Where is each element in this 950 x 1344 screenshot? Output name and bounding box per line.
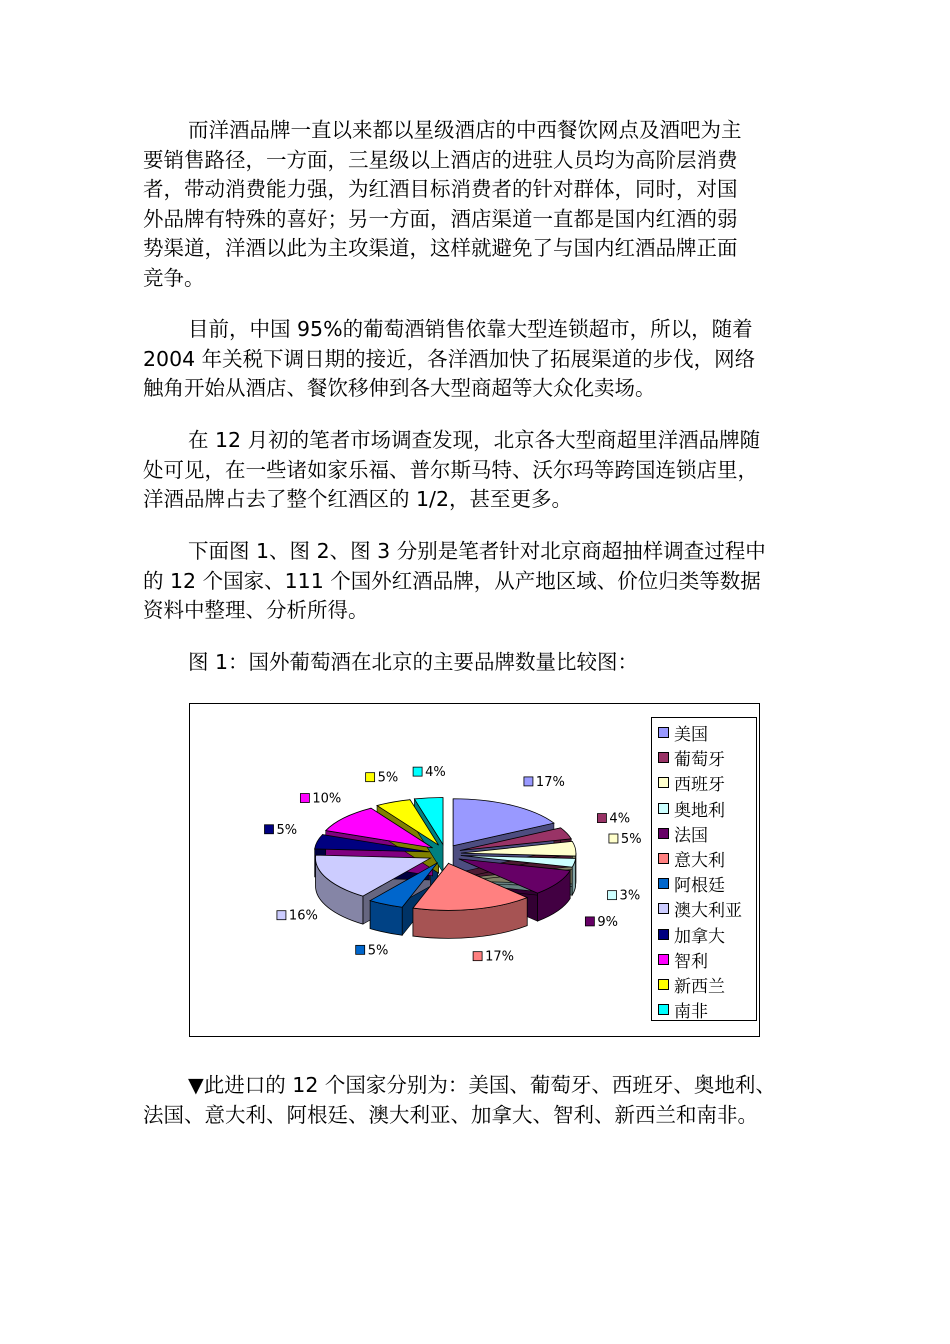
legend-item [652,796,756,821]
data-label [300,792,341,807]
data-label [277,909,318,924]
data-label-swatch [265,825,274,834]
legend-item [652,947,756,972]
data-label [473,950,514,965]
legend-label: 意大利 [674,851,725,872]
legend-item [652,846,756,871]
legend-label: 西班牙 [674,775,725,796]
legend-item [652,770,756,795]
text-line: 势渠道，洋酒以此为主攻渠道，这样就避免了与国内红酒品牌正面 [143,236,738,260]
data-label-swatch [300,794,309,803]
text-line: 洋酒品牌占去了整个红酒区的 1/2，甚至更多。 [143,487,573,511]
legend-label: 法国 [674,825,708,846]
figure-caption: 图 1：国外葡萄酒在北京的主要品牌数量比较图： [188,650,639,674]
text-line: 法国、意大利、阿根廷、澳大利亚、加拿大、智利、新西兰和南非。 [143,1102,758,1127]
text-line: 而洋酒品牌一直以来都以星级酒店的中西餐饮网点及酒吧为主 [188,118,742,142]
legend-swatch [658,878,669,889]
data-label [585,915,618,930]
data-label-text: 5% [620,831,642,847]
text-line: 下面图 1、图 2、图 3 分别是笔者针对北京商超抽样调查过程中 [188,539,766,563]
legend-swatch [658,727,669,738]
paragraph-5 [143,1071,808,1130]
data-label-swatch [366,773,375,782]
text-line: 目前，中国 95%的葡萄酒销售依靠大型连锁超市，所以，随着 [188,317,753,341]
data-label-swatch [277,911,286,920]
data-label-text: 17% [535,774,565,790]
data-label-swatch [413,767,422,776]
legend-label: 新西兰 [674,976,725,997]
legend-label: 阿根廷 [674,876,725,897]
legend-label: 奥地利 [674,800,725,821]
data-label-swatch [585,917,594,926]
data-label [413,765,446,780]
paragraph-4 [143,537,808,626]
data-label-text: 3% [619,888,641,904]
legend-label: 澳大利亚 [674,901,742,922]
text-line: 处可见，在一些诸如家乐福、普尔斯马特、沃尔玛等跨国连锁店里， [143,457,758,482]
text-line: 竞争。 [143,265,205,290]
legend-item [652,972,756,997]
data-label [265,823,298,838]
paragraph-3 [143,426,808,515]
legend-label: 加拿大 [674,926,725,947]
data-label-text: 17% [485,949,515,965]
legend-item [652,821,756,846]
text-line: ▼此进口的 12 个国家分别为：美国、葡萄牙、西班牙、奥地利、 [188,1073,776,1097]
legend-swatch [658,752,669,763]
text-line: 2004 年关税下调日期的接近，各洋酒加快了拓展渠道的步伐，网络 [143,346,756,371]
legend-item [652,871,756,896]
data-label-swatch [608,891,617,900]
legend-item [652,922,756,947]
data-label-text: 9% [597,914,618,930]
legend-label: 美国 [674,725,708,746]
paragraph-1 [143,116,808,293]
data-label-swatch [473,952,482,961]
legend-item [652,745,756,770]
legend-label: 智利 [674,951,708,972]
legend-swatch [658,777,669,788]
data-label-text: 5% [367,943,389,959]
data-label [608,889,641,904]
text-line: 资料中整理、分析所得。 [143,598,369,622]
data-label-swatch [356,945,365,954]
text-line: 在 12 月初的笔者市场调查发现，北京各大型商超里洋酒品牌随 [188,428,761,452]
pie-chart [189,703,760,1037]
text-line: 外品牌有特殊的喜好；另一方面，酒店渠道一直都是国内红酒的弱 [143,206,738,231]
text-line: 者，带动消费能力强，为红酒目标消费者的针对群体，同时，对国 [143,177,738,201]
legend-swatch [658,803,669,814]
data-label-swatch [524,777,533,786]
legend-swatch [658,929,669,940]
data-label-swatch [609,834,618,843]
legend-item [652,720,756,745]
data-label-swatch [597,814,606,823]
chart-legend [651,717,757,1021]
data-label-text: 16% [288,908,318,924]
text-line: 触角开始从酒店、餐饮移伸到各大型商超等大众化卖场。 [143,376,656,400]
legend-swatch [658,853,669,864]
legend-swatch [658,954,669,965]
pie-chart-plot [190,704,650,1036]
legend-item [652,896,756,921]
legend-swatch [658,828,669,839]
data-label [356,943,389,958]
data-label [597,812,630,827]
data-label-text: 4% [609,811,631,827]
data-label [524,775,565,790]
text-line: 的 12 个国家、111 个国外红酒品牌，从产地区域、价位归类等数据 [143,568,761,593]
legend-item [652,997,756,1022]
data-label [609,832,642,847]
data-label-text: 5% [377,770,399,786]
data-label-text: 4% [425,765,446,781]
text-line: 要销售路径，一方面，三星级以上酒店的进驻人员均为高阶层消费 [143,147,738,172]
data-label-text: 5% [276,822,298,838]
data-label [366,771,399,786]
legend-label: 南非 [674,1002,708,1023]
data-label-text: 10% [312,791,342,807]
legend-swatch [658,979,669,990]
paragraph-2 [143,315,808,404]
legend-swatch [658,1004,669,1015]
legend-label: 葡萄牙 [674,750,725,771]
legend-swatch [658,903,669,914]
